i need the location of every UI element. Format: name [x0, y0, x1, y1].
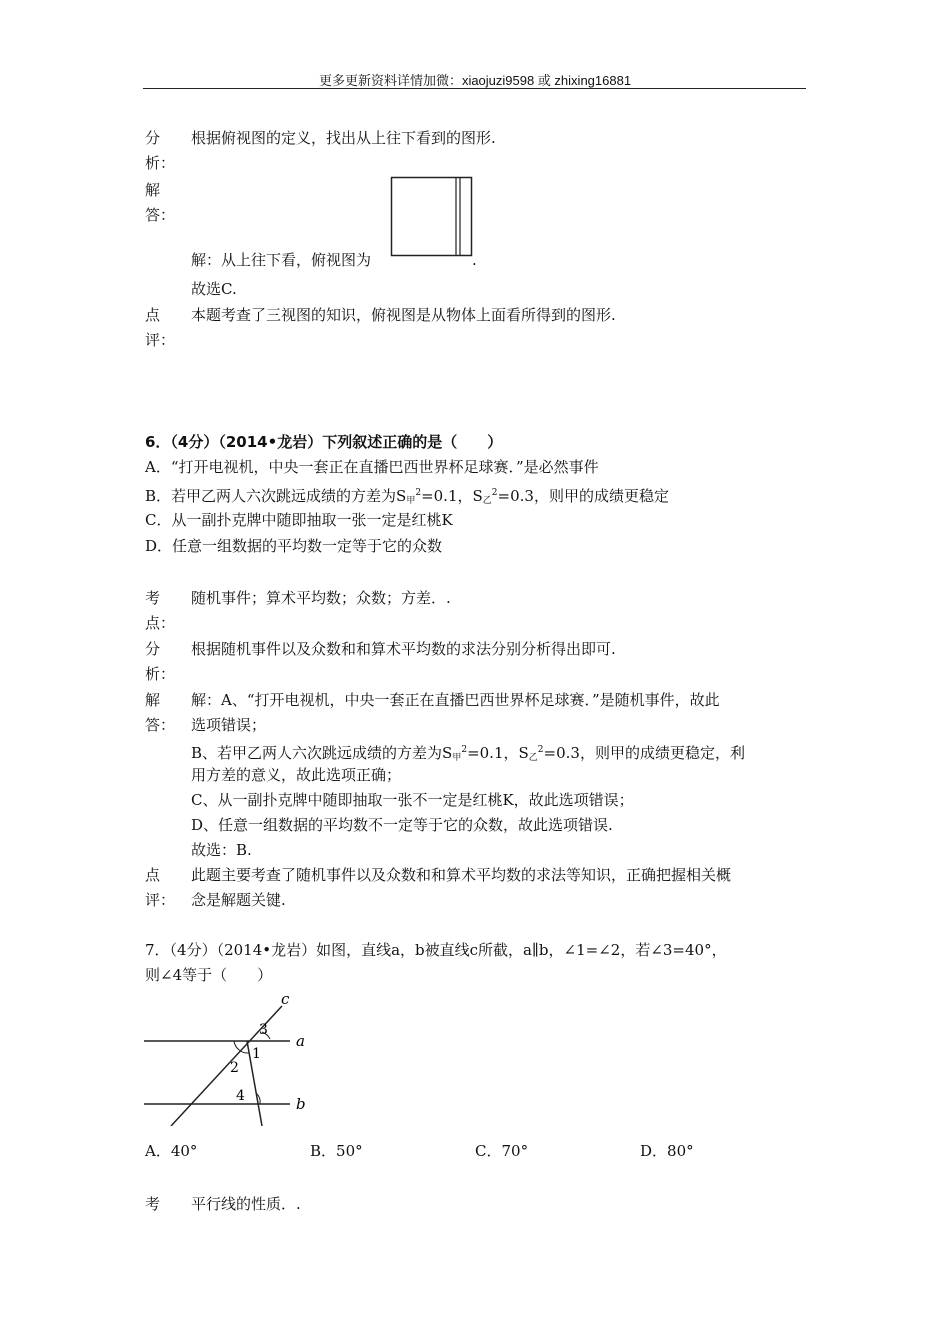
label-4: 4	[236, 1088, 245, 1104]
q6-comment-1: 此题主要考查了随机事件以及众数和和算术平均数的求法等知识，正确把握相关概	[191, 866, 732, 884]
top-view-figure	[390, 176, 474, 258]
q5-solution-period: .	[472, 251, 477, 269]
q6-solution-3: B、若甲乙两人六次跳远成绩的方差为$S_甲^2=0.1$，$S_乙^2=0.3$，则甲的成绩更稳定，利	[191, 744, 745, 763]
q7-title-2: 则∠4等于（ ）	[145, 966, 273, 984]
q6-jieda-label-2: 答：	[145, 716, 176, 734]
q6-kaodian: 随机事件；算术平均数；众数；方差．.	[191, 589, 451, 607]
q6-option-c: C．从一副扑克牌中随即抽取一张一定是红桃K	[145, 511, 453, 529]
q7-option-c: C．70°	[475, 1142, 529, 1160]
header-rule	[143, 88, 806, 89]
q7-option-d: D．80°	[640, 1142, 694, 1160]
q7-option-b: B．50°	[310, 1142, 363, 1160]
q6-dianping-label-2: 评：	[145, 891, 176, 909]
q6-title: 6．（4分）（2014•龙岩）下列叙述正确的是（ ）	[145, 433, 503, 451]
label-c: c	[281, 990, 290, 1008]
label-1: 1	[252, 1046, 261, 1062]
q6-jieda-label-1: 解	[145, 691, 161, 709]
q6-fenxi-label-2: 析：	[145, 665, 176, 683]
q5-fenxi-label-2: 析：	[145, 154, 176, 172]
q5-jieda-label-2: 答：	[145, 206, 176, 224]
q5-fenxi-label-1: 分	[145, 129, 161, 147]
label-a: a	[296, 1032, 305, 1050]
q6-solution-7: 故选：B.	[191, 841, 252, 859]
q7-option-a: A．40°	[145, 1142, 198, 1160]
q6-dianping-label-1: 点	[145, 866, 161, 884]
q5-jieda-label-1: 解	[145, 181, 161, 199]
parallel-lines-figure	[140, 990, 320, 1126]
q6-solution-6: D、任意一组数据的平均数不一定等于它的众数，故此选项错误.	[191, 816, 613, 834]
q5-dianping-label-1: 点	[145, 306, 161, 324]
q6-kaodian-label-1: 考	[145, 589, 161, 607]
q6-solution-4: 用方差的意义，故此选项正确；	[191, 766, 402, 784]
q7-kaodian-label: 考	[145, 1195, 161, 1213]
q5-choice: 故选C.	[191, 280, 237, 298]
label-3: 3	[259, 1022, 268, 1038]
label-2: 2	[230, 1060, 239, 1076]
q6-option-d: D．任意一组数据的平均数一定等于它的众数	[145, 537, 443, 555]
q6-solution-5: C、从一副扑克牌中随即抽取一张不一定是红桃K，故此选项错误；	[191, 791, 634, 809]
q6-comment-2: 念是解题关键.	[191, 891, 286, 909]
q6-fenxi-label-1: 分	[145, 640, 161, 658]
q7-title-1: 7．（4分）（2014•龙岩）如图，直线a，b被直线c所截，a∥b，∠1=∠2，若∠3=40°，	[145, 941, 727, 959]
page-header: 更多更新资料详情加微：xiaojuzi9598 或 zhixing16881	[318, 73, 632, 88]
q6-solution-2: 选项错误；	[191, 716, 267, 734]
q6-option-a: A．“打开电视机，中央一套正在直播巴西世界杯足球赛．”是必然事件	[145, 458, 599, 476]
q5-comment: 本题考查了三视图的知识，俯视图是从物体上面看所得到的图形.	[191, 306, 616, 324]
label-b: b	[296, 1095, 306, 1113]
q6-option-b: B．若甲乙两人六次跳远成绩的方差为$S_甲^2=0.1$，$S_乙^2=0.3$，则甲的成绩更稳定	[145, 487, 669, 506]
q6-kaodian-label-2: 点：	[145, 614, 176, 632]
q6-analysis: 根据随机事件以及众数和和算术平均数的求法分别分析得出即可.	[191, 640, 616, 658]
q7-kaodian: 平行线的性质．.	[191, 1195, 301, 1213]
q5-analysis: 根据俯视图的定义，找出从上往下看到的图形.	[191, 129, 496, 147]
q6-solution-1: 解：A、“打开电视机，中央一套正在直播巴西世界杯足球赛．”是随机事件，故此	[191, 691, 720, 709]
q5-dianping-label-2: 评：	[145, 331, 176, 349]
q5-solution-line: 解：从上往下看，俯视图为	[191, 251, 372, 269]
